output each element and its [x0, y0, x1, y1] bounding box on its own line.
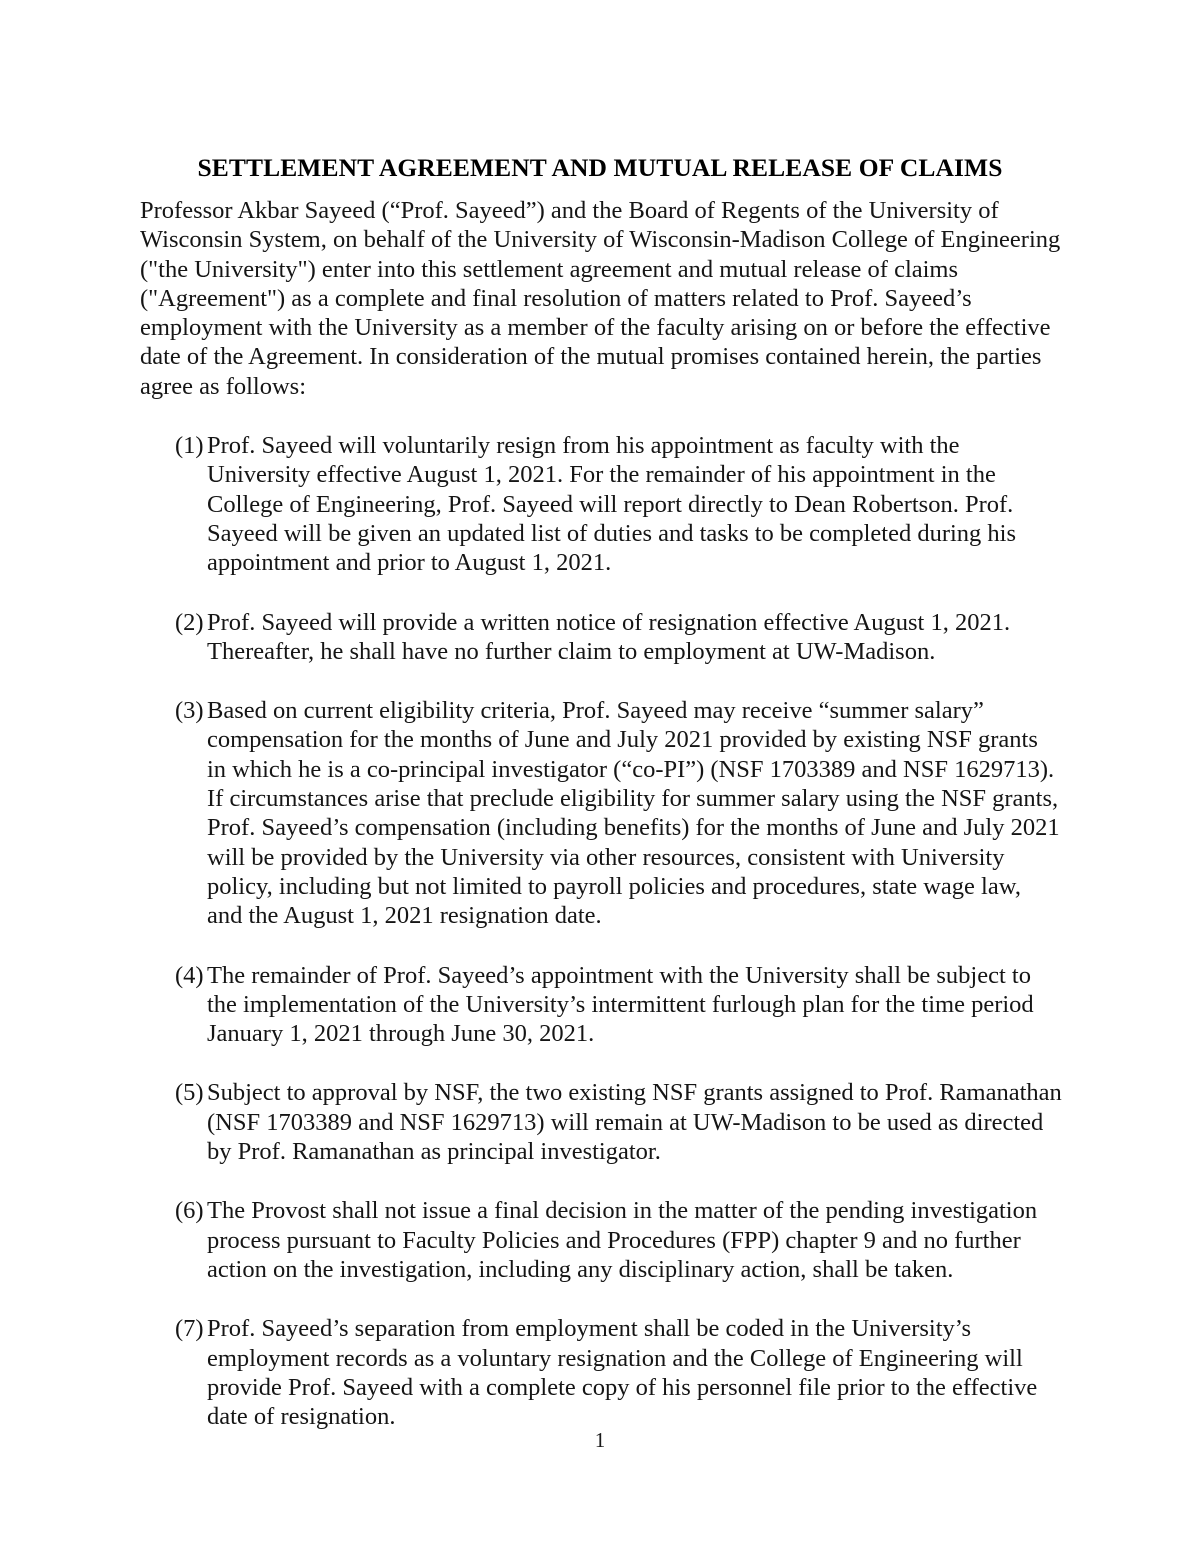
- clause-item: [140, 961, 1062, 1049]
- clause-marker: (3): [175, 697, 204, 725]
- clause-item: [140, 431, 1062, 577]
- clause-item: [140, 1314, 1062, 1431]
- clause-text: Based on current eligibility criteria, Prof. Sayeed may receive “summer salary” compensation for the months of June and July 2021 provided by existing NSF grants in which he is a co-principal investigator (“co-PI”) (NSF 1703389 and NSF 1629713). If circumstances arise that preclude eligibility for summer salary using the NSF grants, Prof. Sayeed’s compensation (including benefits) for the months of June and July 2021 will be provided by the University via other resources, consistent with University policy, including but not limited to payroll policies and procedures, state wage law, and the August 1, 2021 resignation date.: [207, 697, 1060, 930]
- clause-text: Subject to approval by NSF, the two existing NSF grants assigned to Prof. Ramanathan (NSF 1703389 and NSF 1629713) will remain at UW-Madison to be used as directed by Prof. Ramanathan as principal investigator.: [207, 1079, 1062, 1166]
- page-number: 1: [594, 1428, 606, 1452]
- clause-item: [140, 1196, 1062, 1284]
- clause-list: [140, 431, 1062, 1431]
- clause-text: The remainder of Prof. Sayeed’s appointment with the University shall be subject to the implementation of the University’s intermittent furlough plan for the time period January 1, 2021 through June 30, 2021.: [207, 961, 1034, 1048]
- intro-paragraph: Professor Akbar Sayeed (“Prof. Sayeed”) and the Board of Regents of the University of Wisconsin System, on behalf of the University of Wisconsin-Madison College of Engineering ("the University") enter into this settlement agreement and mutual release of claims ("Agreement") as a complete and final resolution of matters related to Prof. Sayeed’s employment with the University as a member of the faculty arising on or before the effective date of the Agreement. In consideration of the mutual promises contained herein, the parties agree as follows:: [140, 197, 1061, 400]
- clause-marker: (1): [175, 432, 204, 460]
- clause-marker: (5): [175, 1079, 204, 1107]
- clause-marker: (7): [175, 1315, 204, 1343]
- clause-text: Prof. Sayeed’s separation from employment shall be coded in the University’s employment records as a voluntary resignation and the College of Engineering will provide Prof. Sayeed with a complete copy of his personnel file prior to the effective date of resignation.: [207, 1315, 1038, 1431]
- clause-item: [140, 696, 1062, 930]
- clause-marker: (4): [175, 961, 204, 989]
- clause-item: [140, 608, 1062, 667]
- clause-text: Prof. Sayeed will voluntarily resign from his appointment as faculty with the University effective August 1, 2021. For the remainder of his appointment in the College of Engineering, Prof. Sayeed will report directly to Dean Robertson. Prof. Sayeed will be given an updated list of duties and tasks to be completed during his appointment and prior to August 1, 2021.: [207, 432, 1017, 577]
- document-body: [140, 196, 1062, 1431]
- clause-item: [140, 1078, 1062, 1166]
- clause-marker: (6): [175, 1197, 204, 1225]
- clause-text: Prof. Sayeed will provide a written notice of resignation effective August 1, 2021. Thereafter, he shall have no further claim to employment at UW-Madison.: [207, 608, 1011, 665]
- clause-text: The Provost shall not issue a final decision in the matter of the pending investigation process pursuant to Faculty Policies and Procedures (FPP) chapter 9 and no further action on the investigation, including any disciplinary action, shall be taken.: [207, 1197, 1038, 1283]
- clause-marker: (2): [175, 608, 204, 636]
- page-title: SETTLEMENT AGREEMENT AND MUTUAL RELEASE OF CLAIMS: [197, 153, 1003, 183]
